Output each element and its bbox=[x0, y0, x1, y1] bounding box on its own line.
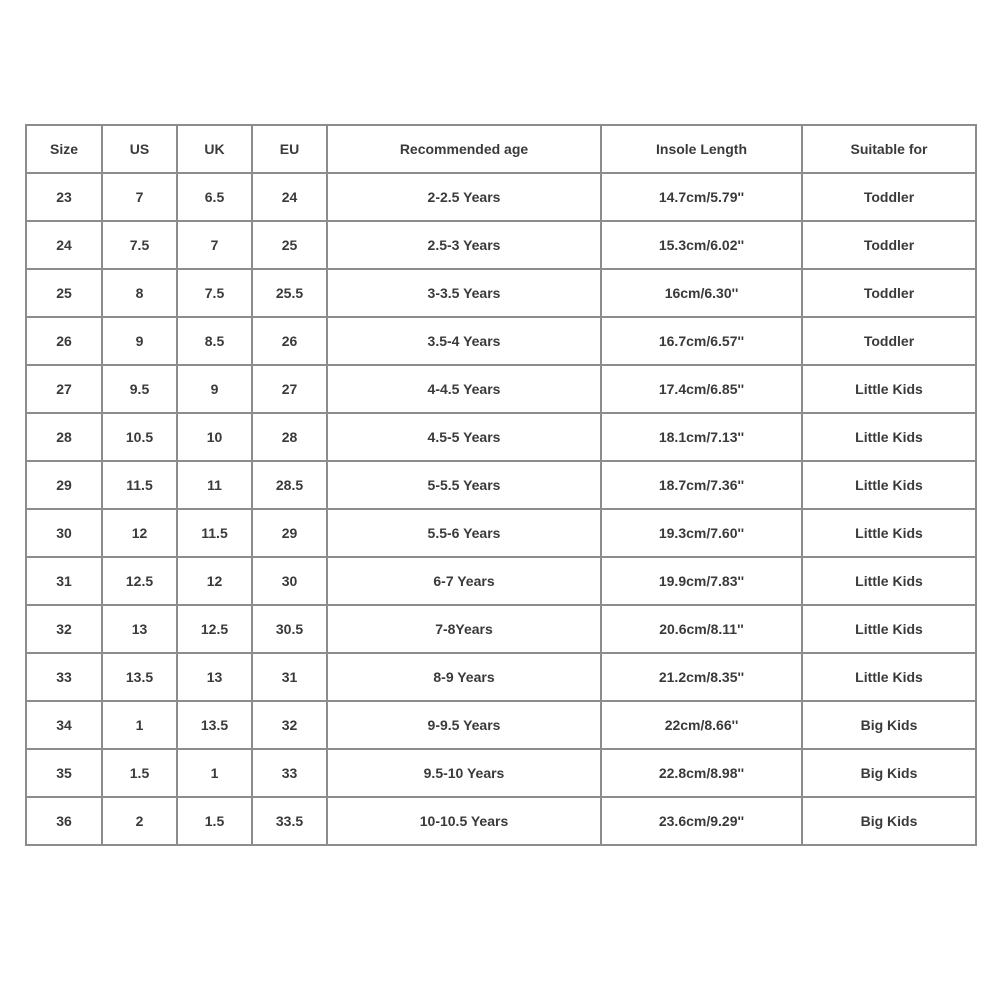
insole-length-cell: 16cm/6.30'' bbox=[601, 269, 802, 317]
table-row bbox=[26, 749, 976, 797]
uk-cell: 8.5 bbox=[177, 317, 252, 365]
insole-length-cell: 21.2cm/8.35'' bbox=[601, 653, 802, 701]
age-cell: 2.5-3 Years bbox=[327, 221, 601, 269]
age-cell: 9.5-10 Years bbox=[327, 749, 601, 797]
table-row bbox=[26, 509, 976, 557]
eu-cell: 28 bbox=[252, 413, 327, 461]
size-cell: 28 bbox=[26, 413, 102, 461]
us-cell: 7.5 bbox=[102, 221, 177, 269]
table-row bbox=[26, 701, 976, 749]
us-cell: 7 bbox=[102, 173, 177, 221]
insole-length-cell: 19.3cm/7.60'' bbox=[601, 509, 802, 557]
size-cell: 31 bbox=[26, 557, 102, 605]
header-insole-length: Insole Length bbox=[601, 125, 802, 173]
eu-cell: 30 bbox=[252, 557, 327, 605]
suitable-for-cell: Big Kids bbox=[802, 749, 976, 797]
us-cell: 13.5 bbox=[102, 653, 177, 701]
uk-cell: 11.5 bbox=[177, 509, 252, 557]
suitable-for-cell: Little Kids bbox=[802, 557, 976, 605]
insole-length-cell: 14.7cm/5.79'' bbox=[601, 173, 802, 221]
table-row bbox=[26, 653, 976, 701]
suitable-for-cell: Little Kids bbox=[802, 605, 976, 653]
eu-cell: 31 bbox=[252, 653, 327, 701]
age-cell: 8-9 Years bbox=[327, 653, 601, 701]
us-cell: 13 bbox=[102, 605, 177, 653]
insole-length-cell: 19.9cm/7.83'' bbox=[601, 557, 802, 605]
us-cell: 10.5 bbox=[102, 413, 177, 461]
suitable-for-cell: Little Kids bbox=[802, 461, 976, 509]
uk-cell: 7.5 bbox=[177, 269, 252, 317]
eu-cell: 29 bbox=[252, 509, 327, 557]
age-cell: 5.5-6 Years bbox=[327, 509, 601, 557]
uk-cell: 9 bbox=[177, 365, 252, 413]
table-row bbox=[26, 797, 976, 845]
insole-length-cell: 15.3cm/6.02'' bbox=[601, 221, 802, 269]
size-cell: 26 bbox=[26, 317, 102, 365]
size-cell: 30 bbox=[26, 509, 102, 557]
eu-cell: 28.5 bbox=[252, 461, 327, 509]
table-row bbox=[26, 221, 976, 269]
uk-cell: 7 bbox=[177, 221, 252, 269]
suitable-for-cell: Toddler bbox=[802, 317, 976, 365]
insole-length-cell: 23.6cm/9.29'' bbox=[601, 797, 802, 845]
eu-cell: 30.5 bbox=[252, 605, 327, 653]
eu-cell: 25.5 bbox=[252, 269, 327, 317]
header-eu: EU bbox=[252, 125, 327, 173]
table-row bbox=[26, 557, 976, 605]
size-cell: 36 bbox=[26, 797, 102, 845]
size-cell: 23 bbox=[26, 173, 102, 221]
table-row bbox=[26, 605, 976, 653]
age-cell: 7-8Years bbox=[327, 605, 601, 653]
uk-cell: 13.5 bbox=[177, 701, 252, 749]
uk-cell: 1 bbox=[177, 749, 252, 797]
age-cell: 6-7 Years bbox=[327, 557, 601, 605]
suitable-for-cell: Little Kids bbox=[802, 365, 976, 413]
age-cell: 3-3.5 Years bbox=[327, 269, 601, 317]
size-cell: 34 bbox=[26, 701, 102, 749]
eu-cell: 33 bbox=[252, 749, 327, 797]
size-cell: 29 bbox=[26, 461, 102, 509]
header-size: Size bbox=[26, 125, 102, 173]
us-cell: 1 bbox=[102, 701, 177, 749]
age-cell: 2-2.5 Years bbox=[327, 173, 601, 221]
suitable-for-cell: Big Kids bbox=[802, 701, 976, 749]
size-cell: 27 bbox=[26, 365, 102, 413]
header-us: US bbox=[102, 125, 177, 173]
age-cell: 3.5-4 Years bbox=[327, 317, 601, 365]
us-cell: 9 bbox=[102, 317, 177, 365]
uk-cell: 6.5 bbox=[177, 173, 252, 221]
size-cell: 25 bbox=[26, 269, 102, 317]
table-row bbox=[26, 365, 976, 413]
size-chart-table bbox=[25, 124, 977, 846]
uk-cell: 13 bbox=[177, 653, 252, 701]
insole-length-cell: 18.7cm/7.36'' bbox=[601, 461, 802, 509]
eu-cell: 26 bbox=[252, 317, 327, 365]
table-row bbox=[26, 269, 976, 317]
suitable-for-cell: Little Kids bbox=[802, 653, 976, 701]
insole-length-cell: 22cm/8.66'' bbox=[601, 701, 802, 749]
age-cell: 4-4.5 Years bbox=[327, 365, 601, 413]
table-row bbox=[26, 413, 976, 461]
eu-cell: 32 bbox=[252, 701, 327, 749]
header-row bbox=[26, 125, 976, 173]
header-uk: UK bbox=[177, 125, 252, 173]
header-suitable-for: Suitable for bbox=[802, 125, 976, 173]
table-row bbox=[26, 173, 976, 221]
us-cell: 12.5 bbox=[102, 557, 177, 605]
us-cell: 9.5 bbox=[102, 365, 177, 413]
us-cell: 1.5 bbox=[102, 749, 177, 797]
suitable-for-cell: Toddler bbox=[802, 269, 976, 317]
size-cell: 35 bbox=[26, 749, 102, 797]
eu-cell: 24 bbox=[252, 173, 327, 221]
uk-cell: 1.5 bbox=[177, 797, 252, 845]
size-chart-header bbox=[26, 125, 976, 173]
insole-length-cell: 18.1cm/7.13'' bbox=[601, 413, 802, 461]
suitable-for-cell: Big Kids bbox=[802, 797, 976, 845]
eu-cell: 27 bbox=[252, 365, 327, 413]
uk-cell: 12 bbox=[177, 557, 252, 605]
age-cell: 5-5.5 Years bbox=[327, 461, 601, 509]
suitable-for-cell: Toddler bbox=[802, 173, 976, 221]
table-row bbox=[26, 461, 976, 509]
table-row bbox=[26, 317, 976, 365]
age-cell: 4.5-5 Years bbox=[327, 413, 601, 461]
insole-length-cell: 22.8cm/8.98'' bbox=[601, 749, 802, 797]
size-cell: 33 bbox=[26, 653, 102, 701]
suitable-for-cell: Little Kids bbox=[802, 413, 976, 461]
uk-cell: 10 bbox=[177, 413, 252, 461]
insole-length-cell: 16.7cm/6.57'' bbox=[601, 317, 802, 365]
insole-length-cell: 17.4cm/6.85'' bbox=[601, 365, 802, 413]
us-cell: 12 bbox=[102, 509, 177, 557]
size-chart-body bbox=[26, 173, 976, 845]
us-cell: 8 bbox=[102, 269, 177, 317]
size-cell: 24 bbox=[26, 221, 102, 269]
uk-cell: 12.5 bbox=[177, 605, 252, 653]
eu-cell: 25 bbox=[252, 221, 327, 269]
age-cell: 9-9.5 Years bbox=[327, 701, 601, 749]
suitable-for-cell: Toddler bbox=[802, 221, 976, 269]
eu-cell: 33.5 bbox=[252, 797, 327, 845]
us-cell: 11.5 bbox=[102, 461, 177, 509]
size-cell: 32 bbox=[26, 605, 102, 653]
suitable-for-cell: Little Kids bbox=[802, 509, 976, 557]
age-cell: 10-10.5 Years bbox=[327, 797, 601, 845]
uk-cell: 11 bbox=[177, 461, 252, 509]
insole-length-cell: 20.6cm/8.11'' bbox=[601, 605, 802, 653]
us-cell: 2 bbox=[102, 797, 177, 845]
header-recommended-age: Recommended age bbox=[327, 125, 601, 173]
